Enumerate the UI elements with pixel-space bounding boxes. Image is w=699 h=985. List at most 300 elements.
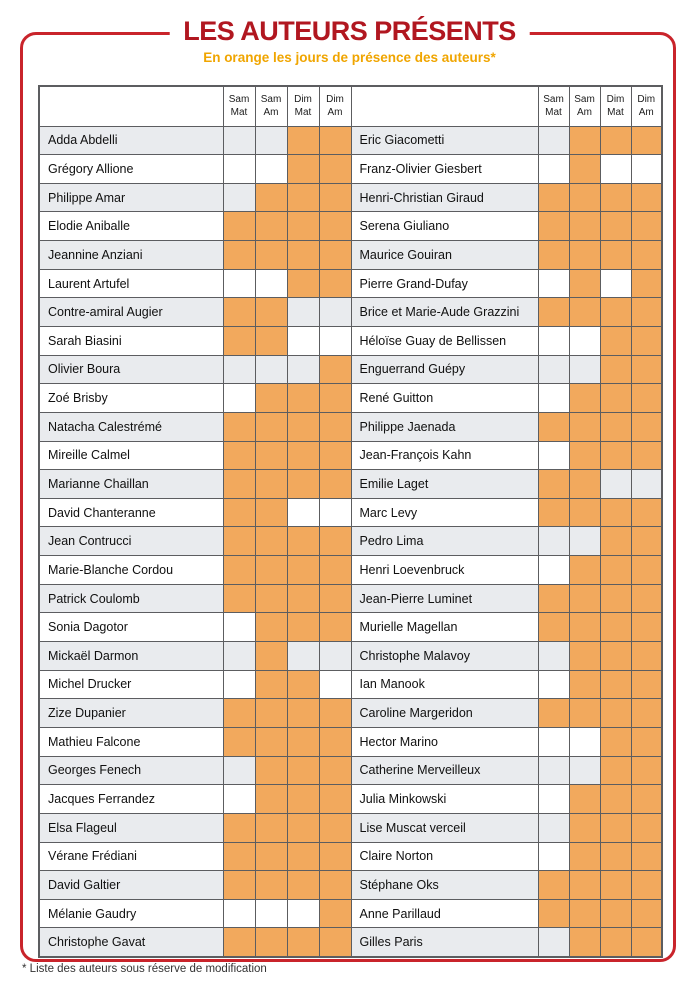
presence-cell-orange [287,212,319,241]
presence-cell-orange [631,126,662,155]
presence-cell-orange [631,785,662,814]
author-name-cell: Mireille Calmel [39,441,223,470]
col-header-dim-am-right [631,86,662,126]
presence-cell-orange [319,269,351,298]
author-name-cell: Héloïse Guay de Bellissen [351,326,538,355]
presence-cell-orange [319,384,351,413]
presence-cell-empty [223,613,255,642]
table-row [39,498,662,527]
col-header-day: Dim [637,94,656,106]
author-name-cell: Jean Contrucci [39,527,223,556]
presence-cell-orange [255,326,287,355]
table-row [39,727,662,756]
presence-cell-empty [319,498,351,527]
author-name-cell: Olivier Boura [39,355,223,384]
page-title: LES AUTEURS PRÉSENTS [169,18,530,45]
presence-cell-orange [569,899,600,928]
presence-cell-orange [319,470,351,499]
presence-cell-orange [631,813,662,842]
presence-cell-orange [569,498,600,527]
presence-cell-orange [319,785,351,814]
presence-cell-empty [600,470,631,499]
author-name-cell: Mélanie Gaudry [39,899,223,928]
col-header-period: Mat [294,107,312,119]
presence-cell-orange [631,928,662,957]
presence-cell-orange [538,183,569,212]
presence-cell-orange [631,212,662,241]
col-header-period: Mat [607,107,624,119]
presence-cell-orange [255,642,287,671]
presence-cell-orange [631,183,662,212]
presence-cell-orange [319,183,351,212]
presence-cell-orange [600,556,631,585]
presence-cell-orange [223,298,255,327]
col-header-dim-am-left [319,86,351,126]
presence-cell-empty [223,269,255,298]
presence-cell-orange [600,785,631,814]
presence-cell-orange [538,212,569,241]
authors-schedule-table [38,85,663,958]
col-header-period: Mat [230,107,248,119]
footnote: * Liste des auteurs sous réserve de modification [22,963,267,975]
presence-cell-orange [287,670,319,699]
presence-cell-orange [287,241,319,270]
presence-cell-orange [223,527,255,556]
presence-cell-orange [569,183,600,212]
presence-cell-orange [255,813,287,842]
author-name-cell: Philippe Amar [39,183,223,212]
author-name-cell: Anne Parillaud [351,899,538,928]
presence-cell-empty [255,155,287,184]
table-row [39,813,662,842]
presence-cell-orange [319,155,351,184]
presence-cell-orange [631,412,662,441]
table-row [39,899,662,928]
author-name-cell: Michel Drucker [39,670,223,699]
col-header-sam-mat-left [223,86,255,126]
presence-cell-orange [319,813,351,842]
presence-cell-orange [287,126,319,155]
author-name-cell: Zoé Brisby [39,384,223,413]
presence-cell-orange [631,326,662,355]
presence-cell-orange [319,241,351,270]
presence-cell-orange [538,498,569,527]
table-row [39,183,662,212]
presence-cell-empty [223,899,255,928]
presence-cell-orange [223,498,255,527]
presence-cell-orange [600,212,631,241]
presence-cell-orange [319,126,351,155]
presence-cell-empty [319,326,351,355]
presence-cell-orange [287,412,319,441]
author-name-cell: Adda Abdelli [39,126,223,155]
presence-cell-empty [223,355,255,384]
presence-cell-orange [569,871,600,900]
author-name-cell: René Guitton [351,384,538,413]
presence-cell-orange [287,556,319,585]
presence-cell-orange [569,928,600,957]
author-name-cell: Serena Giuliano [351,212,538,241]
presence-cell-empty [569,727,600,756]
author-name-cell: Georges Fenech [39,756,223,785]
presence-cell-orange [319,441,351,470]
col-header-sam-am-left [255,86,287,126]
presence-cell-orange [287,785,319,814]
col-header-day: Sam [260,94,282,106]
presence-cell-orange [600,670,631,699]
presence-cell-orange [569,155,600,184]
presence-cell-orange [600,298,631,327]
author-name-cell: Pedro Lima [351,527,538,556]
presence-cell-orange [223,871,255,900]
author-name-cell: Jeannine Anziani [39,241,223,270]
presence-cell-orange [631,699,662,728]
presence-cell-orange [255,441,287,470]
presence-cell-empty [569,326,600,355]
header-spacer-left [39,86,223,126]
author-name-cell: Murielle Magellan [351,613,538,642]
presence-cell-orange [287,699,319,728]
table-row [39,269,662,298]
presence-cell-orange [569,241,600,270]
presence-cell-orange [600,756,631,785]
author-name-cell: Patrick Coulomb [39,584,223,613]
col-header-day: Dim [326,94,344,106]
presence-cell-orange [569,212,600,241]
presence-cell-orange [600,842,631,871]
presence-cell-orange [631,871,662,900]
presence-cell-orange [255,842,287,871]
presence-cell-orange [287,155,319,184]
presence-cell-orange [538,871,569,900]
author-name-cell: Zize Dupanier [39,699,223,728]
presence-cell-orange [600,412,631,441]
presence-cell-orange [287,928,319,957]
presence-cell-orange [600,183,631,212]
author-name-cell: Natacha Calestrémé [39,412,223,441]
table-row [39,584,662,613]
presence-cell-orange [223,412,255,441]
presence-cell-orange [223,212,255,241]
presence-cell-orange [631,441,662,470]
presence-cell-orange [631,756,662,785]
presence-cell-orange [631,642,662,671]
presence-cell-orange [255,470,287,499]
presence-cell-orange [538,470,569,499]
presence-cell-empty [569,355,600,384]
author-name-cell: Stéphane Oks [351,871,538,900]
presence-cell-orange [631,556,662,585]
presence-cell-orange [631,727,662,756]
presence-cell-empty [287,298,319,327]
presence-cell-empty [223,785,255,814]
presence-cell-orange [569,470,600,499]
author-name-cell: Caroline Margeridon [351,699,538,728]
presence-cell-orange [569,441,600,470]
table-row [39,699,662,728]
presence-cell-orange [538,899,569,928]
presence-cell-empty [255,355,287,384]
presence-cell-orange [319,613,351,642]
presence-cell-empty [255,269,287,298]
author-name-cell: Enguerrand Guépy [351,355,538,384]
presence-cell-empty [538,155,569,184]
presence-cell-orange [223,699,255,728]
table-row [39,126,662,155]
col-header-day: Dim [606,94,625,106]
author-name-cell: Maurice Gouiran [351,241,538,270]
presence-cell-orange [255,727,287,756]
author-name-cell: Lise Muscat verceil [351,813,538,842]
presence-cell-orange [287,183,319,212]
author-name-cell: Sonia Dagotor [39,613,223,642]
presence-cell-orange [569,412,600,441]
col-header-period: Am [577,107,592,119]
presence-cell-orange [255,871,287,900]
presence-cell-empty [600,269,631,298]
author-name-cell: Christophe Gavat [39,928,223,957]
author-name-cell: Marc Levy [351,498,538,527]
presence-cell-orange [631,527,662,556]
presence-cell-orange [223,241,255,270]
author-name-cell: Mathieu Falcone [39,727,223,756]
presence-cell-empty [538,813,569,842]
col-header-period: Am [263,107,279,119]
presence-cell-empty [223,384,255,413]
presence-cell-orange [538,412,569,441]
table-row [39,470,662,499]
presence-cell-orange [255,183,287,212]
presence-cell-empty [319,670,351,699]
presence-cell-orange [538,298,569,327]
presence-cell-orange [255,785,287,814]
author-name-cell: Elodie Aniballe [39,212,223,241]
table-row [39,842,662,871]
presence-cell-empty [223,642,255,671]
author-name-cell: Marie-Blanche Cordou [39,556,223,585]
presence-cell-empty [287,326,319,355]
presence-cell-orange [287,470,319,499]
table-row [39,642,662,671]
presence-cell-orange [600,699,631,728]
presence-cell-orange [255,212,287,241]
col-header-day: Dim [294,94,312,106]
author-name-cell: Catherine Merveilleux [351,756,538,785]
col-header-period: Mat [545,107,562,119]
presence-cell-orange [631,613,662,642]
col-header-dim-mat-right [600,86,631,126]
presence-cell-orange [631,842,662,871]
presence-cell-empty [255,126,287,155]
presence-cell-orange [631,241,662,270]
presence-cell-orange [255,756,287,785]
presence-cell-orange [600,326,631,355]
presence-cell-orange [223,813,255,842]
presence-cell-empty [538,326,569,355]
table-row [39,871,662,900]
presence-cell-orange [255,498,287,527]
presence-cell-orange [569,298,600,327]
presence-cell-empty [223,183,255,212]
presence-cell-orange [319,556,351,585]
table-row [39,241,662,270]
presence-cell-orange [600,928,631,957]
presence-cell-orange [255,613,287,642]
presence-cell-orange [319,584,351,613]
presence-cell-orange [255,928,287,957]
presence-cell-orange [287,813,319,842]
presence-cell-orange [569,670,600,699]
table-row [39,155,662,184]
presence-cell-orange [255,556,287,585]
col-header-day: Sam [574,94,595,106]
presence-cell-empty [287,899,319,928]
presence-cell-orange [223,326,255,355]
author-name-cell: Contre-amiral Augier [39,298,223,327]
presence-cell-orange [319,727,351,756]
presence-cell-orange [223,584,255,613]
author-name-cell: Emilie Laget [351,470,538,499]
table-row [39,670,662,699]
author-name-cell: Laurent Artufel [39,269,223,298]
author-name-cell: Jacques Ferrandez [39,785,223,814]
presence-cell-empty [319,642,351,671]
author-name-cell: Christophe Malavoy [351,642,538,671]
presence-cell-orange [255,699,287,728]
presence-cell-orange [223,842,255,871]
presence-cell-orange [223,928,255,957]
header-row [39,86,662,126]
presence-cell-orange [631,584,662,613]
presence-cell-orange [600,527,631,556]
presence-cell-orange [600,871,631,900]
presence-cell-empty [538,441,569,470]
presence-cell-empty [538,842,569,871]
presence-cell-empty [319,298,351,327]
presence-cell-empty [223,670,255,699]
presence-cell-orange [319,212,351,241]
presence-cell-empty [223,155,255,184]
author-name-cell: Henri Loevenbruck [351,556,538,585]
table-row [39,613,662,642]
presence-cell-empty [631,155,662,184]
presence-cell-orange [255,412,287,441]
presence-cell-empty [538,756,569,785]
presence-cell-orange [600,813,631,842]
presence-cell-empty [223,756,255,785]
author-name-cell: David Chanteranne [39,498,223,527]
presence-cell-orange [569,269,600,298]
table-row [39,384,662,413]
presence-cell-orange [569,384,600,413]
presence-cell-orange [319,699,351,728]
author-name-cell: Brice et Marie-Aude Grazzini [351,298,538,327]
presence-cell-empty [538,527,569,556]
table-row [39,298,662,327]
presence-cell-empty [538,928,569,957]
col-header-sam-mat-right [538,86,569,126]
author-name-cell: David Galtier [39,871,223,900]
author-name-cell: Sarah Biasini [39,326,223,355]
presence-cell-orange [319,871,351,900]
presence-cell-orange [255,384,287,413]
presence-cell-orange [569,556,600,585]
presence-cell-orange [319,527,351,556]
presence-cell-orange [287,584,319,613]
presence-cell-orange [600,498,631,527]
author-name-cell: Marianne Chaillan [39,470,223,499]
presence-cell-orange [287,727,319,756]
page-subtitle: En orange les jours de présence des auteurs* [203,50,496,65]
presence-cell-orange [255,670,287,699]
table-row [39,441,662,470]
author-name-cell: Hector Marino [351,727,538,756]
presence-cell-orange [319,412,351,441]
table-row [39,756,662,785]
author-name-cell: Gilles Paris [351,928,538,957]
presence-cell-orange [600,613,631,642]
col-header-day: Sam [228,94,250,106]
col-header-dim-mat-left [287,86,319,126]
presence-cell-orange [287,871,319,900]
author-name-cell: Grégory Allione [39,155,223,184]
presence-cell-orange [600,642,631,671]
presence-cell-orange [631,355,662,384]
presence-cell-orange [569,613,600,642]
presence-cell-orange [223,727,255,756]
presence-cell-empty [631,470,662,499]
author-name-cell: Vérane Frédiani [39,842,223,871]
presence-cell-orange [319,842,351,871]
presence-cell-orange [600,355,631,384]
table-row [39,355,662,384]
table-row [39,527,662,556]
presence-cell-empty [569,756,600,785]
presence-cell-orange [255,584,287,613]
presence-cell-orange [538,241,569,270]
presence-cell-empty [287,642,319,671]
presence-cell-empty [569,527,600,556]
table-row [39,412,662,441]
presence-cell-orange [287,842,319,871]
presence-cell-orange [319,928,351,957]
presence-cell-orange [600,126,631,155]
presence-cell-orange [287,384,319,413]
presence-cell-orange [223,441,255,470]
presence-cell-orange [631,498,662,527]
presence-cell-orange [569,813,600,842]
presence-cell-orange [255,241,287,270]
presence-cell-orange [631,670,662,699]
presence-cell-empty [538,355,569,384]
presence-cell-orange [569,642,600,671]
presence-cell-orange [600,241,631,270]
table-row [39,785,662,814]
presence-cell-orange [569,699,600,728]
author-name-cell: Ian Manook [351,670,538,699]
presence-cell-orange [538,613,569,642]
presence-cell-orange [287,269,319,298]
presence-cell-orange [538,584,569,613]
presence-cell-orange [569,842,600,871]
author-name-cell: Franz-Olivier Giesbert [351,155,538,184]
table-row [39,326,662,355]
author-name-cell: Henri-Christian Giraud [351,183,538,212]
presence-cell-orange [569,584,600,613]
col-header-period: Am [638,107,654,119]
presence-cell-empty [538,785,569,814]
presence-cell-orange [287,613,319,642]
